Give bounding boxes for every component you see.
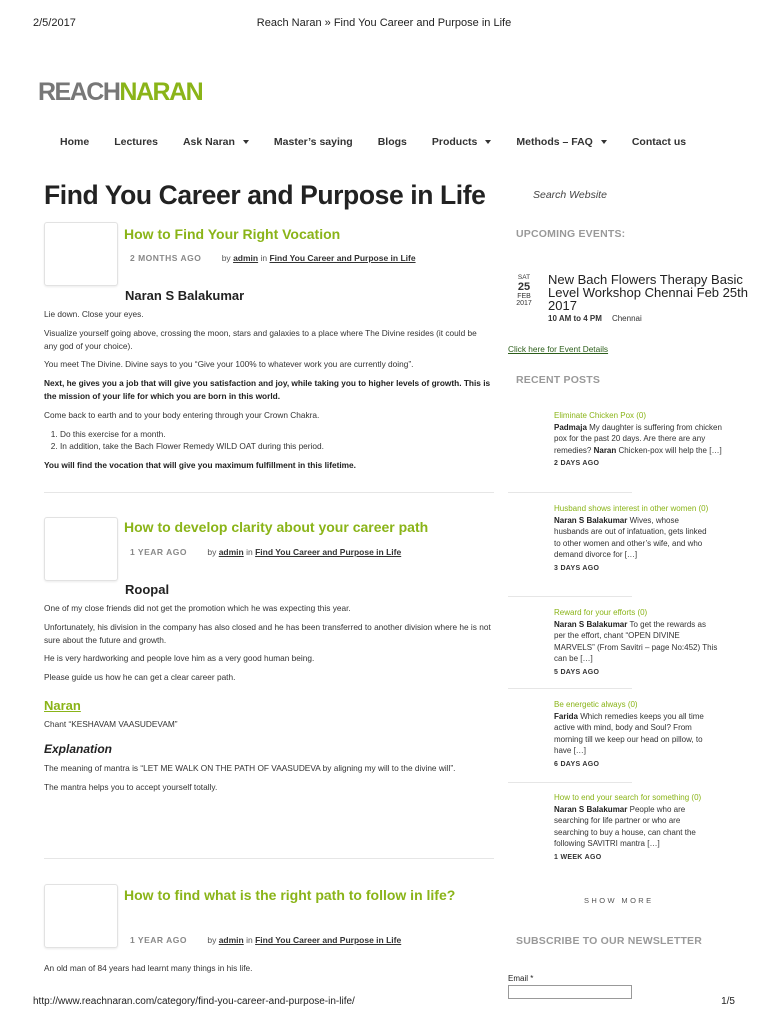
post-divider: [44, 492, 494, 493]
recent-post-title-link[interactable]: How to end your search for something (0): [554, 793, 702, 802]
event-details-link[interactable]: Click here for Event Details: [508, 344, 609, 354]
divider: [508, 596, 632, 597]
nav-contact[interactable]: Contact us: [631, 136, 687, 148]
print-page-number: 1/5: [721, 996, 735, 1007]
print-url: http://www.reachnaran.com/category/find-you-career-and-purpose-in-life/: [33, 996, 355, 1007]
post-title-link[interactable]: How to Find Your Right Vocation: [124, 226, 341, 242]
post-title-link[interactable]: How to develop clarity about your career path: [124, 519, 429, 535]
email-label: Email *: [508, 974, 534, 983]
post-date: 1 YEAR AGO: [130, 547, 187, 557]
author-link[interactable]: admin: [233, 253, 259, 263]
post-title-link[interactable]: How to find what is the right path to follow in life?: [124, 887, 456, 903]
recent-post-item: Husband shows interest in other women (0) Naran S Balakumar Wives, whose husbands are out of infatuation, gets linked to other women and other’s wife, and who demand divorce for […] 3 DAYS AGO: [554, 503, 714, 575]
post-thumbnail[interactable]: [44, 884, 118, 948]
recent-post-item: Eliminate Chicken Pox (0) Padmaja My daughter is suffering from chicken pox for the past 20 days. Are there are any remedies? Naran Chicken-pox will help the […] 2 DAYS AGO: [554, 410, 726, 470]
site-logo[interactable]: [38, 78, 202, 107]
category-link[interactable]: Find You Career and Purpose in Life: [255, 547, 402, 557]
category-link[interactable]: Find You Career and Purpose in Life: [269, 253, 416, 263]
show-more-button[interactable]: SHOW MORE: [584, 896, 654, 905]
post-meta: 2 MONTHS AGO by admin in Find You Career and Purpose in Life: [130, 253, 416, 263]
post-date: 2 MONTHS AGO: [130, 253, 202, 263]
nav-products[interactable]: Products: [432, 136, 492, 148]
nav-methods-faq[interactable]: Methods – FAQ: [516, 136, 606, 148]
logo-part-reach: REACH: [38, 78, 120, 106]
recent-post-title-link[interactable]: Husband shows interest in other women (0): [554, 504, 709, 513]
answer-author-link[interactable]: Naran: [44, 698, 81, 713]
newsletter-heading: SUBSCRIBE TO OUR NEWSLETTER: [516, 935, 703, 947]
print-date: 2/5/2017: [33, 17, 76, 29]
recent-post-item: How to end your search for something (0) Naran S Balakumar People who are searching for life partner or who are searching to buy a house, can chant the following SAVITRI mantra […] 1 WEEK AGO: [554, 792, 716, 864]
nav-ask-naran[interactable]: Ask Naran: [183, 136, 249, 148]
print-page-title: Reach Naran » Find You Career and Purpose in Life: [256, 17, 512, 29]
print-header: [33, 17, 735, 31]
recent-post-title-link[interactable]: Reward for your efforts (0): [554, 608, 648, 617]
recent-post-item: Be energetic always (0) Farida Which remedies keeps you all time active with mind, body and Soul? From morning till we keep our head on pillow, to have […] 6 DAYS AGO: [554, 699, 719, 771]
nav-masters-saying[interactable]: Master’s saying: [273, 136, 353, 148]
event-date: SAT 25 FEB 2017: [516, 274, 532, 307]
page-title: Find You Career and Purpose in Life: [44, 180, 486, 210]
event-time: 10 AM to 4 PM Chennai: [548, 314, 642, 323]
nav-home[interactable]: Home: [60, 136, 90, 148]
nav-blogs[interactable]: Blogs: [377, 136, 407, 148]
nav-lectures[interactable]: Lectures: [114, 136, 158, 148]
recent-post-title-link[interactable]: Be energetic always (0): [554, 700, 638, 709]
post-meta: 1 YEAR AGO by admin in Find You Career and Purpose in Life: [130, 547, 402, 557]
category-link[interactable]: Find You Career and Purpose in Life: [255, 935, 402, 945]
question-author: Naran S Balakumar: [125, 288, 245, 303]
post-date: 1 YEAR AGO: [130, 935, 187, 945]
post-body: An old man of 84 years had learnt many things in his life.: [44, 963, 253, 973]
post-meta: 1 YEAR AGO by admin in Find You Career and Purpose in Life: [130, 935, 402, 945]
upcoming-events-heading: UPCOMING EVENTS:: [516, 228, 626, 240]
divider: [508, 782, 632, 783]
chevron-down-icon: [243, 140, 249, 144]
chevron-down-icon: [485, 140, 491, 144]
divider: [508, 492, 632, 493]
search-input[interactable]: Search Website: [533, 189, 607, 201]
divider: [508, 688, 632, 689]
post-body: One of my close friends did not get the promotion which he was expecting this year. Unfortunately, his division in the company has also closed and he has been transferred to another division where he is not sure about the future and growth. He is very hardworking and people love him as a very good human being. Please guide us how he can get a clear career path.: [44, 603, 491, 683]
post-thumbnail[interactable]: [44, 222, 118, 286]
post-thumbnail[interactable]: [44, 517, 118, 581]
explanation-heading: Explanation: [44, 742, 113, 756]
chant-text: Chant “KESHAVAM VAASUDEVAM”: [44, 719, 178, 729]
explanation-body: The meaning of mantra is “LET ME WALK ON THE PATH OF VAASUDEVA by aligning my will to the divine will”. The mantra helps you to accept yourself totally.: [44, 763, 456, 792]
author-link[interactable]: admin: [218, 935, 244, 945]
post-divider: [44, 858, 494, 859]
author-link[interactable]: admin: [218, 547, 244, 557]
chevron-down-icon: [601, 140, 607, 144]
post-body: Lie down. Close your eyes. Visualize yourself going above, crossing the moon, stars and galaxies to a place where The Divine resides (it could be any god of your choice). You meet The Divine. Divine says to you “Give your 100% to whatever work you are currently doing”. Next, he gives you a job that will give you satisfaction and joy, while taking you to higher levels of growth. This is the mission of your life for which you are born in this world. Come back to earth and to your body entering through your Crown Chakra. 1. Do this exercise for a month. 2. In addition, take the Bach Flower Remedy WILD OAT during this period. You will find the vocation that will give you maximum fulfillment in this lifetime.: [44, 308, 492, 478]
recent-post-item: Reward for your efforts (0) Naran S Balakumar To get the rewards as per the effort, chant “OPEN DIVINE MARVELS” (From Savitri – page No:452) This can be […] 5 DAYS AGO: [554, 608, 718, 676]
event-title-link[interactable]: New Bach Flowers Therapy Basic Level Workshop Chennai Feb 25th 2017: [548, 272, 748, 313]
main-nav: [60, 136, 711, 148]
recent-post-title-link[interactable]: Eliminate Chicken Pox (0): [554, 411, 647, 420]
recent-posts-heading: RECENT POSTS: [516, 374, 601, 386]
question-author: Roopal: [125, 582, 170, 597]
logo-part-naran: NARAN: [119, 78, 203, 106]
email-field[interactable]: [508, 985, 632, 999]
